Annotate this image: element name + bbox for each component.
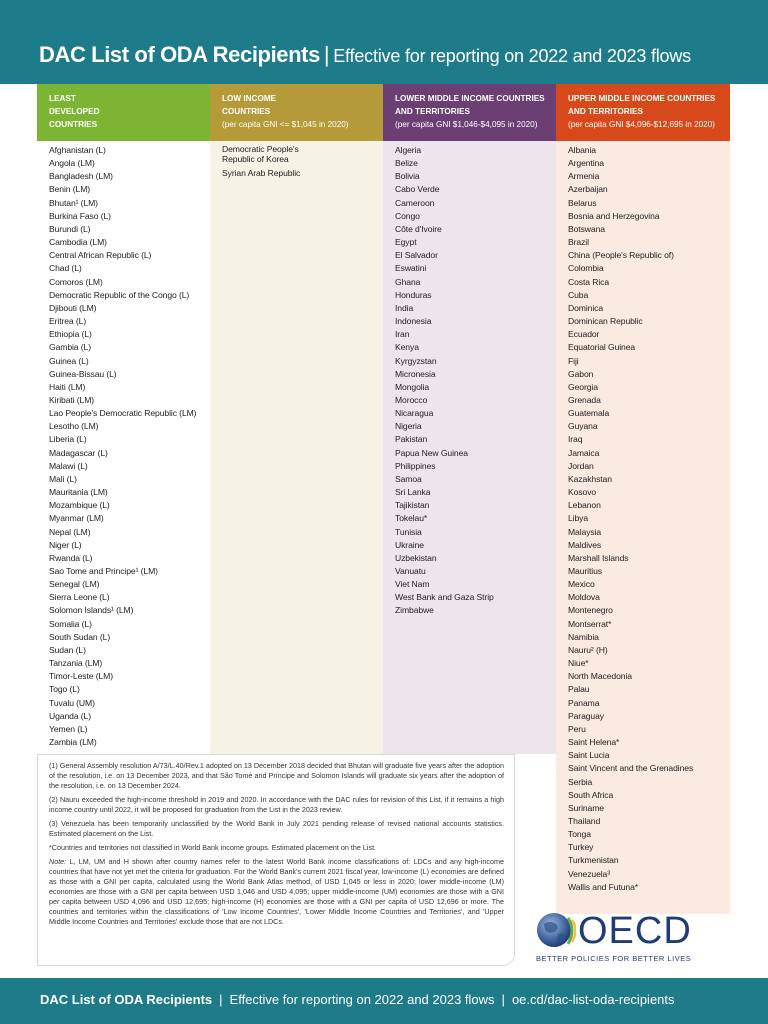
- country-item: Democratic Republic of the Congo (L): [49, 289, 190, 300]
- country-item: Egypt: [395, 237, 417, 248]
- country-item: Liberia (L): [49, 434, 87, 445]
- country-item: Togo (L): [49, 684, 80, 695]
- country-item: Zambia (LM): [49, 737, 97, 748]
- country-item: Tajikistan: [395, 500, 430, 511]
- country-item: Turkey: [568, 842, 594, 853]
- country-item: Belize: [395, 158, 418, 169]
- country-item: Kosovo: [568, 487, 597, 498]
- country-item: Guyana: [568, 421, 598, 432]
- country-item: Grenada: [568, 394, 601, 405]
- footer-separator: |: [219, 992, 223, 1007]
- country-item: Tokelau*: [395, 513, 428, 524]
- country-item: Peru: [568, 723, 586, 734]
- column-body: [37, 141, 210, 754]
- heading-line: DEVELOPED: [49, 107, 100, 116]
- footnote-1: (1) General Assembly resolution A/73/L.40/Rev.1 adopted on 13 December 2018 decided that Bhutan will graduate five years after the adoption of the resolution, i.e. on 13 December 2023, and that São Tomé and Príncipe and Solomon Islands will graduate six years after the adoption of the resolution, i.e. on 13 December 2024.: [49, 761, 504, 790]
- country-item: Honduras: [395, 289, 432, 300]
- gni-note: (per capita GNI <= $1,045 in 2020): [222, 120, 349, 129]
- footnote-note: [49, 857, 504, 927]
- country-item: Cuba: [568, 289, 589, 300]
- column-body: [383, 141, 556, 754]
- country-item: Georgia: [568, 381, 598, 392]
- country-item: Bhutan¹ (LM): [49, 197, 98, 208]
- gni-note: (per capita GNI $4,096-$12,695 in 2020): [568, 120, 716, 129]
- footer-subtitle: Effective for reporting on 2022 and 2023 flows: [229, 992, 495, 1007]
- country-item: Niger (L): [49, 539, 82, 550]
- country-item: Rwanda (L): [49, 552, 93, 563]
- country-item: Dominican Republic: [568, 316, 643, 327]
- footnotes-box: [37, 754, 515, 966]
- country-item: Namibia: [568, 631, 599, 642]
- country-item: Guinea-Bissau (L): [49, 368, 117, 379]
- footer-band: [0, 978, 768, 1024]
- country-item: Kazakhstan: [568, 473, 612, 484]
- country-list: [383, 141, 556, 618]
- country-item: Iran: [395, 329, 410, 340]
- country-item: Tonga: [568, 829, 591, 840]
- country-item: Gabon: [568, 368, 594, 379]
- country-item: Serbia: [568, 776, 593, 787]
- country-item: Samoa: [395, 473, 422, 484]
- country-item: Burundi (L): [49, 223, 91, 234]
- column-upper-middle-income: [556, 84, 730, 914]
- country-item: Wallis and Futuna*: [568, 881, 639, 892]
- country-item: Burkina Faso (L): [49, 210, 111, 221]
- note-text: L, LM, UM and H shown after country names refer to the latest World Bank income classifications of: LDCs and any high-income countries that have not yet met the criteria for graduation. For the World Bank's current 2021 fiscal year, low-income (L) economies are defined as those with a GNI per capita, calculated using the World Bank Atlas method, of USD 1,045 or less in 2020; lower middle-income (LM) economies are those with a GNI per capita between USD 1,046 and USD 4,095; upper middle-income (UM) economies are those with a GNI per capita between USD 4,096 and USD 12,695; high-income (H) economies are those with a GNI per capita of USD 12,696 or more. The countries and territories within the classifications of 'Low Income Countries', 'Lower Middle Income Countries and Territories', and 'Upper Middle Income Countries and Territories' exclude those that are not LDCs.: [49, 857, 504, 926]
- country-item: Equatorial Guinea: [568, 342, 636, 353]
- heading-line: LOWER MIDDLE INCOME COUNTRIES: [395, 94, 545, 103]
- country-item: Sudan (L): [49, 644, 86, 655]
- logo-wordmark: OECD: [578, 910, 692, 952]
- country-item: Paraguay: [568, 710, 604, 721]
- country-item: Nicaragua: [395, 408, 434, 419]
- column-header-low-income: [210, 84, 383, 141]
- title-separator: |: [323, 42, 330, 67]
- country-item: South Africa: [568, 789, 614, 800]
- country-item: Yemen (L): [49, 723, 88, 734]
- country-item: Mongolia: [395, 381, 430, 392]
- note-label: Note:: [49, 857, 67, 866]
- country-item: Mozambique (L): [49, 500, 110, 511]
- heading-line: LEAST: [49, 94, 76, 103]
- country-item: Mauritius: [568, 566, 602, 576]
- country-item: Nauru² (H): [568, 644, 608, 655]
- heading-line: UPPER MIDDLE INCOME COUNTRIES: [568, 94, 716, 103]
- logo-tagline: BETTER POLICIES FOR BETTER LIVES: [536, 954, 692, 963]
- country-item: Myanmar (LM): [49, 513, 104, 524]
- country-item: Senegal (LM): [49, 579, 100, 590]
- country-item: Belarus: [568, 197, 597, 208]
- country-item: Azerbaijan: [568, 184, 608, 195]
- country-item: Pakistan: [395, 434, 428, 445]
- footer-separator: |: [501, 992, 505, 1007]
- country-item: Jamaica: [568, 447, 600, 458]
- page-title: [39, 42, 691, 68]
- country-item: Côte d'Ivoire: [395, 223, 442, 234]
- country-item: West Bank and Gaza Strip: [395, 592, 494, 603]
- country-item: Ecuador: [568, 329, 600, 340]
- country-item: Palau: [568, 684, 590, 695]
- country-item: Philippines: [395, 460, 436, 471]
- country-item: Eswatini: [395, 263, 427, 274]
- country-item: Bolivia: [395, 171, 420, 182]
- country-item: Lao People's Democratic Republic (LM): [49, 408, 197, 419]
- country-item: El Salvador: [395, 250, 438, 261]
- oecd-logo: [536, 904, 736, 970]
- column-lower-middle-income: [383, 84, 556, 754]
- footer-title: DAC List of ODA Recipients: [40, 992, 213, 1007]
- country-item: Dominica: [568, 302, 604, 313]
- column-body: [556, 141, 730, 914]
- country-item: Democratic People's Republic of Korea: [222, 144, 299, 164]
- footer-text: [40, 992, 675, 1007]
- country-item: Malaysia: [568, 526, 602, 537]
- country-item: Ukraine: [395, 539, 424, 550]
- column-least-developed: [37, 84, 210, 754]
- country-item: Nepal (LM): [49, 526, 91, 537]
- column-header-upper-middle-income: [556, 84, 730, 141]
- column-body: [210, 141, 383, 754]
- country-item: Colombia: [568, 263, 604, 274]
- country-item: Viet Nam: [395, 579, 430, 590]
- country-item: Saint Helena*: [568, 737, 620, 748]
- country-item: Malawi (L): [49, 460, 88, 471]
- column-header-lower-middle-income: [383, 84, 556, 141]
- country-item: Bangladesh (LM): [49, 171, 113, 182]
- country-item: Solomon Islands¹ (LM): [49, 605, 134, 616]
- country-item: Micronesia: [395, 368, 436, 379]
- country-item: Cambodia (LM): [49, 237, 107, 248]
- country-item: Kiribati (LM): [49, 394, 95, 405]
- country-item: China (People's Republic of): [568, 250, 674, 261]
- country-item: Ethiopia (L): [49, 329, 92, 340]
- country-item: Sri Lanka: [395, 487, 431, 498]
- country-item: Moldova: [568, 592, 600, 603]
- country-item: Cameroon: [395, 197, 435, 208]
- country-item: Saint Lucia: [568, 750, 610, 761]
- country-item: Panama: [568, 697, 600, 708]
- country-item: Bosnia and Herzegovina: [568, 210, 660, 221]
- country-item: Afghanistan (L): [49, 145, 106, 155]
- header-band: [0, 0, 768, 84]
- country-item: Kenya: [395, 342, 419, 353]
- country-item: Chad (L): [49, 263, 82, 274]
- country-item: Vanuatu: [395, 566, 426, 576]
- country-item: Zimbabwe: [395, 605, 434, 616]
- country-item: Niue*: [568, 658, 589, 669]
- country-item: Uganda (L): [49, 710, 91, 721]
- country-item: Marshall Islands: [568, 552, 629, 563]
- country-item: Lesotho (LM): [49, 421, 99, 432]
- country-item: Morocco: [395, 394, 428, 405]
- country-item: Benin (LM): [49, 184, 91, 195]
- country-item: Sierra Leone (L): [49, 592, 110, 603]
- column-header-least-developed: [37, 84, 210, 141]
- country-item: Ghana: [395, 276, 421, 287]
- country-item: Timor-Leste (LM): [49, 671, 113, 682]
- title-main: DAC List of ODA Recipients: [39, 42, 320, 67]
- heading-line: LOW INCOME: [222, 94, 277, 103]
- country-item: Mexico: [568, 579, 595, 590]
- country-item: Cabo Verde: [395, 184, 440, 195]
- country-item: Argentina: [568, 158, 604, 169]
- country-item: Costa Rica: [568, 276, 610, 287]
- country-item: Iraq: [568, 434, 583, 445]
- country-item: Uzbekistan: [395, 552, 437, 563]
- heading-line: AND TERRITORIES: [395, 107, 470, 116]
- country-item: Haiti (LM): [49, 381, 86, 392]
- heading-line: COUNTRIES: [222, 107, 271, 116]
- country-item: Indonesia: [395, 316, 432, 327]
- country-item: Djibouti (LM): [49, 302, 97, 313]
- gni-note: (per capita GNI $1,046-$4,095 in 2020): [395, 120, 538, 129]
- country-item: Sao Tome and Principe¹ (LM): [49, 566, 158, 576]
- country-item: Central African Republic (L): [49, 250, 152, 261]
- country-item: Venezuela³: [568, 868, 611, 879]
- country-item: Thailand: [568, 815, 601, 826]
- country-item: Gambia (L): [49, 342, 91, 353]
- country-item: Maldives: [568, 539, 602, 550]
- country-list: [210, 141, 383, 178]
- country-item: Albania: [568, 145, 596, 155]
- country-item: India: [395, 302, 414, 313]
- country-item: Guinea (L): [49, 355, 89, 366]
- country-item: Jordan: [568, 460, 594, 471]
- country-item: Fiji: [568, 355, 579, 366]
- country-item: Montenegro: [568, 605, 613, 616]
- country-item: Papua New Guinea: [395, 447, 468, 458]
- country-item: Turkmenistan: [568, 855, 619, 866]
- country-item: Tanzania (LM): [49, 658, 103, 669]
- country-item: Angola (LM): [49, 158, 95, 169]
- footer-url-link[interactable]: oe.cd/dac-list-oda-recipients: [511, 992, 675, 1007]
- country-item: Guatemala: [568, 408, 610, 419]
- footnote-asterisk: *Countries and territories not classified in World Bank income groups. Estimated placement on the List.: [49, 843, 377, 852]
- country-item: Mali (L): [49, 473, 77, 484]
- country-list: [556, 141, 730, 894]
- country-item: Montserrat*: [568, 618, 612, 629]
- country-item: Somalia (L): [49, 618, 92, 629]
- column-low-income: [210, 84, 383, 754]
- country-item: Lebanon: [568, 500, 601, 511]
- country-item: South Sudan (L): [49, 631, 111, 642]
- footnote-2: (2) Nauru exceeded the high-income threshold in 2019 and 2020. In accordance with the DAC rules for revision of this List, if it remains a high income country until 2022, it will be proposed for graduation from the List in the 2023 review.: [49, 795, 504, 814]
- country-item: Kyrgyzstan: [395, 355, 437, 366]
- country-item: Mauritania (LM): [49, 487, 108, 498]
- country-item: Syrian Arab Republic: [222, 168, 301, 178]
- country-item: Suriname: [568, 802, 604, 813]
- globe-icon: [536, 910, 576, 950]
- country-item: Saint Vincent and the Grenadines: [568, 763, 694, 774]
- footnote-3: (3) Venezuela has been temporarily unclassified by the World Bank in July 2021 pending release of revised national accounts statistics. Estimated placement on the List.: [49, 819, 504, 838]
- country-list: [37, 141, 210, 749]
- country-item: Nigeria: [395, 421, 422, 432]
- country-item: Armenia: [568, 171, 600, 182]
- country-item: Madagascar (L): [49, 447, 108, 458]
- country-item: North Macedonia: [568, 671, 632, 682]
- country-item: Algeria: [395, 145, 422, 155]
- country-item: Congo: [395, 210, 420, 221]
- country-item: Tunisia: [395, 526, 422, 537]
- country-item: Libya: [568, 513, 589, 524]
- title-subtitle: Effective for reporting on 2022 and 2023 flows: [333, 46, 691, 66]
- heading-line: COUNTRIES: [49, 120, 98, 129]
- country-item: Brazil: [568, 237, 589, 248]
- country-item: Botswana: [568, 223, 605, 234]
- country-item: Eritrea (L): [49, 316, 87, 327]
- heading-line: AND TERRITORIES: [568, 107, 643, 116]
- country-item: Comoros (LM): [49, 276, 103, 287]
- country-item: Tuvalu (UM): [49, 697, 95, 708]
